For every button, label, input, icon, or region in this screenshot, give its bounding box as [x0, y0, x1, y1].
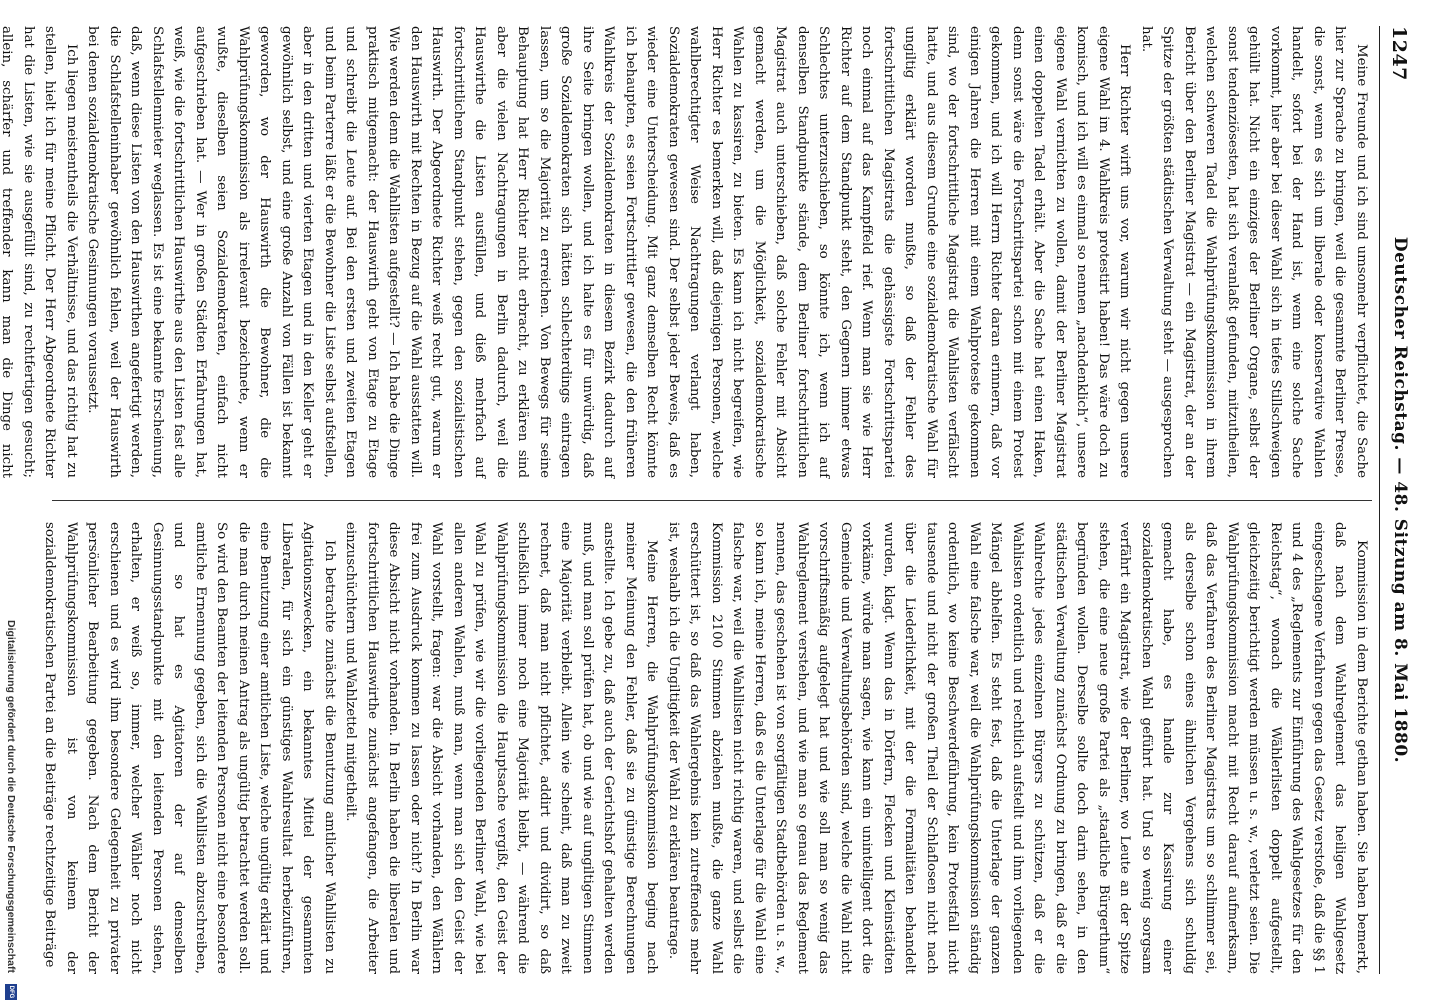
- paragraph: Kommission in dem Berichte gethan haben. Sie haben bemerkt, daß nach dem Wahlreglement das heiligen Wahlgesetz eingeschlagene Verfahren gegen das Gesetz verstoße, daß die §§ 1 und 4 des „Reglements zur Einführung des Wahlgesetzes für den Reichstag“, wonach die Wählerlisten doppelt aufgestellt, gleichzeitig berichtigt werden müssen u. s. w., verletzt seien. Die Wahlprüfungskommission macht mit Recht darauf aufmerksam, daß das Verfahren des Berliner Magistrats um so schlimmer sei, als derselbe schon eines ähnlichen Vergehens sich schuldig gemacht habe, es handle zur Kassirung einer sozialdemokratischen Wahl geführt hat. Und so wenig sorgsam verfährt ein Magistrat, wie der Berliner, wo Leute an der Spitze stehen, die eine neue große Partei als „staatliche Bürgerthum“ begründen wollen. Derselbe sollte doch darin sehen, in den städtischen Verwaltung zunächst Ordnung zu bringen, daß er die Wahlrechte jedes einzelnen Bürgers zu schützen, daß er die Wahlisten ordentlich und rechtlich aufstellt und ihm vorliegenden Mängel abhelfen. Es steht fest, daß die Unterlage der ganzen Wahl eine falsche war, weil die Wahlprüfungskommission ständig ordentlich, wo keine Beschwerdeführung, kein Protestfall nicht tausende und nicht der großen Theil der Schlaflosen nicht nach über die Liederlichkeit, mit der die Formalitäten behandelt wurden, klagt. Wenn das in Dörfern, Flecken und Kleinstädten vorkäme, würde man sagen, wie kann ein unintelligent dort die Gemeinde und Verwaltungsbehörden sind, welche die Wahl nicht vorschriftsmäßig aufgelegt hat und wie soll man so wenig das Wahlreglement verstehen, und wie man so genau das Reglement nennen, das geschehen ist von sorgfältigen Stadtbehörden u. s. w., so kann ich, meine Herren, daß es die Unterlage für die Wahl eine falsche war, weil die Wahllisten nicht richtig waren, und selbst die Kommission 2100 Stimmen abziehen mußte, die ganze Wahl erschüttert ist, so daß das Wahlergebnis kein zutreffendes mehr ist, weshalb ich die Ungiltigkeit der Wahl zu erklären beantrage.: [666, 522, 1369, 974]
- paragraph: Ich liegen meistentheils die Verhältnisse, und das richtig hat zu stellen, hielt ich für meine Pflicht. Der Herr Abgeordnete Richter hat die Listen, wie sie ausgefüllt sind, zu rechtfertigen gesucht; allein, schärfer und treffender kann man die Dinge nicht: [0, 26, 79, 478]
- dfg-logo: [5, 984, 17, 1000]
- running-title: Deutscher Reichstag. — 48. Sitzung am 8. Mai 1880.: [1390, 236, 1410, 764]
- column-divider: [52, 500, 1372, 501]
- paragraph: Meine Herren, die Wahlprüfungskommission beging nach meiner Meinung den Fehler, daß sie zu günstige Berechnungen anstellte. Ich gebe zu, daß auch der Gerichtshof gehalten werden muß, und man soll prüfen hat, ob und wie auf ungiltigen Stimmen eine Majorität verbleibt. Allein wie scheint, daß man zu zweit rechnet, daß man nicht pflichtet, addirt und dividirt, so daß schließlich immer noch eine Majorität bleibt, — während die Wahlprüfungskommission die Hauptsache vergißt, den Geist der Wahl zu prüfen, wie wir die vorliegenden Berliner Wahl, wie bei allen anderen Wahlen, muß man, wenn man sich den Geist der Wahl vorstellt, fragen: war die Absicht vorhanden, den Wählern frei zum Ausdruck kommen zu lassen oder nicht? In Berlin war diese Absicht nicht vorhanden. In Berlin haben die liberalen und fortschrittlichen Hauswirthe zunächst angefangen, die Arbeiter einzuschüchtern und Wahlzettel mitgetheilt.: [343, 522, 660, 974]
- page-number: 1247: [1388, 26, 1410, 81]
- paragraph: Meine Freunde und ich sind umsomehr verpflichtet, die Sache hier zur Sprache zu bringen, weil die gesammte Berliner Presse, die sonst, wenn es sich um liberale oder konservative Wahlen handelt, sofort bei der Hand ist, wenn eine solche Sache vorkommt, hier aber bei dieser Wahl sich in tiefes Stillschweigen gehüllt hat. Nicht ein einziges der Berliner Organe, selbst der sonst tendenziösesten, hat sich veranlaßt gefunden, mitzutheilen, welchen schweren Tadel die Wahlprüfungskommission in ihrem Bericht über den Berliner Magistrat — ein Magistrat, der an der Spitze der größten städtischen Verwaltung steht — ausgesprochen hat.: [1139, 26, 1369, 478]
- text-column-right: [42, 522, 1372, 974]
- header-rule: [1379, 26, 1380, 974]
- digitization-footer: [4, 620, 18, 1000]
- paragraph: Herr Richter wirft uns vor, warum wir nicht gegen unsere eigene Wahl im 4. Wahlkreis protestirt haben! Das wäre doch zu komisch, und ich will es einmal so nennen „nachdenklich“, unsere eigene Wahl vernichten zu wollen, damit der Berliner Magistrat einen doppelten Tadel erhält. Aber die Sache hat einen Haken, denn sonst wäre die Fortschrittspartei schon mit einem Protest gekommen, und ich will Herrn Richter daran erinnern, daß vor einigen Jahren die Herren mit einem Wahlproteste gekommen sind, wo der fortschrittliche Magistrat die Wahlisten verfälscht hatte, und aus diesem Grunde eine sozialdemokratische Wahl für ungiltig erklärt worden mußte, so daß der Fehler des fortschrittlichen Magistrats die gehässigste Fortschrittspartei noch einmal auf das Kampffeld rief. Wenn man sie wie Herr Richter auf dem Standpunkt steht, den Gegnern immer etwas Schlechtes unterzuschieben, so könnte ich, wenn ich auf denselben Standpunkte stände, dem Berliner fortschrittlichen Magistrat auch unterschieben, daß solche Fehler mit Absicht gemacht werden, um die Möglichkeit, sozialdemokratische Wahlen zu kassiren, zu bieten. Es kann ich nicht begreifen, wie Herr Richter es bemerken will, daß diejenigen Personen, welche wahlberechtigter Weise Nachtragungen verlangt haben, Sozialdemokraten gewesen sind. Der selbst jeder Beweis, daß es wieder eine Unterscheidung. Mit ganz demselben Recht könnte ich behaupten, es seien Fortschrittler gewesen, die den früheren Wahlkreis der Sozialdemokraten in diesem Bezirk dadurch auf ihre Seite bringen wollen, und ich halte es für unwürdig, daß große Sozialdemokraten sich hätten schlechterdings eintragen lassen, um so die Majorität zu erreichen. Von Bewegs für seine Behauptung hat Herr Richter nicht erbracht, zu erklären sind aber die vielen Nachtragungen in Berlin dadurch, weil die Hauswirthe die Listen ausfüllen, und dieß mehrfach auf fortschrittlichem Standpunkt stehen, gegen den sozialistischen Hauswirth. Der Abgeordnete Richter weiß recht gut, warum er den Hauswirth mit Rechten in Bezug auf die Wahl ausstatten will. Wie werden denn die Wahllisten aufgestellt? — Ich habe die Dinge praktisch mitgemacht: der Hauswirth geht von Etage zu Etage und schreibt die Leute auf. Bei den ersten und zweiten Etagen und beim Parterre läßt er die Bewohner die Liste selbst aufstellen, aber in den dritten und vierten Etagen und in den Keller geht er gewöhnlich selbst, und eine große Anzahl von Fällen ist bekannt geworden, wo der Hauswirth die Bewohner, die die Wahlprüfungskommission als irrelevant bezeichnete, wenn er wußte, dieselben seien Sozialdemokraten, einfach nicht aufgeschrieben hat. — Wer in großen Städten Erfahrungen hat, weiß, wie die fortschrittlichen Hauswirthe aus den Listen fast alle Schlafstellenmieter weglassen. Es ist eine bekannte Erscheinung, daß, wenn diese Listen von den Hauswirthen angefertigt werden, die Schlafstelleninhaber gewöhnlich fehlen, weil der Hauswirth bei denen sozialdemokratische Gesinnungen voraussetzt.: [85, 26, 1133, 478]
- dfg-logo-label: DFG: [8, 985, 14, 999]
- funding-credit: Digitalisierung gefördert durch die Deutsche Forschungsgemeinschaft: [5, 620, 17, 973]
- paragraph: Ich betrachte zunächst die Benutzung amtlicher Wahllisten zu Agitationszwecken, ein bekanntes Mittel der gesammten Liberalen, für sich ein günstiges Wahlresultat herbeizuführen, eine Benutzung einer amtlichen Liste, welche ungültig erklärt und die man durch meinen Antrag als ungültig betrachtet werden soll. So wird den Beamten der leitenden Personen nicht eine besondere amtliche Ernennung gegeben, sich die Wahllisten abzuschreiben, und so hat es Agitatoren der auf demselben Gesinnungsstandpunkte mit den leitenden Personen stehen, erhalten, er weiß so, immer, welcher Wähler noch nicht erschienen und es wird ihm besondere Gelegenheit zu privater persönlicher Bearbeitung gegeben. Nach dem Bericht der Wahlprüfungskommission ist von keinem der sozialdemokratischen Partei an die Beiträge rechtzeitige Beiträge: [42, 522, 337, 974]
- page-header: [1386, 26, 1412, 974]
- text-column-left: [0, 26, 1372, 478]
